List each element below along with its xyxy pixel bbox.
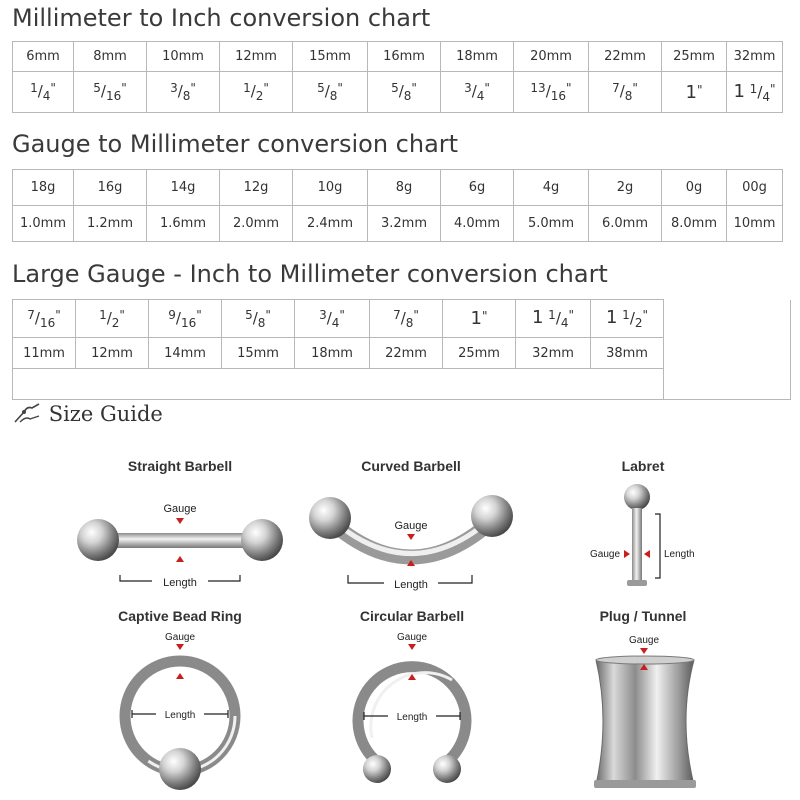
inch-cell: $^1/_2^"$ (220, 72, 293, 113)
gauge-cell: 8g (368, 170, 441, 206)
labret-length-label: Length (664, 549, 695, 560)
denominator: 16 (180, 315, 197, 330)
whole-number: 1 (605, 307, 618, 328)
circular-barbell-diagram (342, 628, 482, 793)
mm-cell: 1.2mm (74, 206, 147, 242)
mm-cell: 6mm (13, 42, 74, 72)
mm-cell: 5.0mm (514, 206, 589, 242)
numerator: 7 (393, 307, 401, 322)
empty-cell (13, 369, 664, 400)
gauge-cell: 2g (589, 170, 662, 206)
inch-cell: $^5/_{16}^"$ (74, 72, 147, 113)
gauge-cell: 00g (727, 170, 783, 206)
mm-cell: 14mm (149, 338, 222, 369)
denominator: 8 (405, 315, 414, 330)
inch-cell: $^3/_8^"$ (147, 72, 220, 113)
mm-cell: 22mm (589, 42, 662, 72)
denominator: 2 (111, 315, 120, 330)
inch-cell: $^7/_8^"$ (370, 300, 443, 338)
inch-cell: $^5/_8^"$ (368, 72, 441, 113)
numerator: 1 (749, 81, 758, 96)
gauge-cell: 16g (74, 170, 147, 206)
inch-cell: $^3/_4^"$ (295, 300, 370, 338)
whole-number: 1 (685, 81, 697, 103)
denominator: 2 (634, 316, 643, 330)
mm-cell: 8mm (74, 42, 147, 72)
gauge-cell: 18g (13, 170, 74, 206)
numerator: 5 (391, 81, 399, 95)
mm-cell: 32mm (516, 338, 591, 369)
straight-barbell-diagram (60, 495, 300, 600)
gauge-mm-table (12, 169, 783, 242)
captive-bead-ring-title: Captive Bead Ring (118, 608, 242, 624)
denominator: 4 (762, 89, 771, 104)
mm-chart-title: Millimeter to Inch conversion chart (12, 4, 431, 32)
inch-row (13, 300, 791, 338)
measuring-tool-icon (12, 402, 42, 424)
numerator: 1 (243, 81, 251, 95)
numerator: 7 (612, 81, 620, 95)
numerator: 3 (464, 81, 472, 95)
whole-number: 1 (733, 80, 745, 102)
straight-length-label: Length (163, 577, 197, 589)
inch-cell: 1 $^1/_2^"$ (591, 300, 664, 338)
mm-cell: 8.0mm (662, 206, 727, 242)
numerator: 1 (622, 308, 630, 322)
labret-diagram (582, 478, 712, 593)
empty-cell (664, 300, 791, 400)
denominator: 4 (42, 89, 51, 103)
plug-gauge-label: Gauge (628, 635, 660, 646)
inch-row (13, 72, 783, 113)
numerator: 5 (93, 81, 101, 95)
mm-cell: 4.0mm (441, 206, 514, 242)
mm-cell: 18mm (295, 338, 370, 369)
mm-cell: 10mm (727, 206, 783, 242)
mm-cell: 32mm (727, 42, 783, 72)
inch-cell: 1 $^1/_4^"$ (727, 72, 783, 113)
numerator: 9 (168, 307, 176, 322)
numerator: 1 (548, 308, 556, 322)
circular-gauge-label: Gauge (396, 632, 428, 643)
mm-cell: 12mm (220, 42, 293, 72)
inch-cell: $^7/_{16}^"$ (13, 300, 76, 338)
large-chart-title: Large Gauge - Inch to Millimeter conversion chart (12, 260, 608, 288)
circular-length-label: Length (396, 712, 428, 723)
captive-bead-ring-diagram (110, 628, 250, 793)
captive-gauge-label: Gauge (164, 632, 196, 643)
denominator: 8 (403, 89, 412, 103)
gauge-row (13, 170, 783, 206)
gauge-chart-title: Gauge to Millimeter conversion chart (12, 130, 459, 158)
mm-cell: 2.4mm (293, 206, 368, 242)
numerator: 3 (170, 81, 178, 95)
mm-cell: 1.0mm (13, 206, 74, 242)
mm-row (13, 206, 783, 242)
plug-tunnel-title: Plug / Tunnel (599, 608, 687, 624)
inch-cell: 1 $^1/_4^"$ (516, 300, 591, 338)
denominator: 4 (560, 316, 569, 330)
numerator: 7 (27, 307, 35, 322)
denominator: 8 (257, 315, 266, 330)
straight-gauge-label: Gauge (163, 503, 197, 515)
curved-gauge-label: Gauge (394, 520, 428, 532)
denominator: 4 (331, 315, 340, 330)
mm-cell: 25mm (443, 338, 516, 369)
numerator: 5 (317, 81, 325, 95)
inch-cell: $^1/_2^"$ (76, 300, 149, 338)
gauge-cell: 4g (514, 170, 589, 206)
mm-cell: 11mm (13, 338, 76, 369)
captive-length-label: Length (164, 710, 196, 721)
mm-cell: 22mm (370, 338, 443, 369)
mm-cell: 3.2mm (368, 206, 441, 242)
numerator: 1 (99, 307, 107, 322)
mm-cell: 15mm (222, 338, 295, 369)
mm-cell: 2.0mm (220, 206, 293, 242)
inch-cell: 1" (443, 300, 516, 338)
straight-barbell-title: Straight Barbell (127, 458, 233, 474)
numerator: 3 (319, 307, 327, 322)
mm-row (13, 42, 783, 72)
denominator: 2 (255, 89, 264, 103)
inch-cell: $^5/_8^"$ (293, 72, 368, 113)
denominator: 16 (105, 89, 122, 103)
curved-barbell-diagram (296, 485, 526, 595)
whole-number: 1 (531, 307, 544, 328)
gauge-cell: 6g (441, 170, 514, 206)
circular-barbell-title: Circular Barbell (359, 608, 465, 624)
mm-cell: 25mm (662, 42, 727, 72)
denominator: 16 (550, 89, 567, 103)
mm-cell: 18mm (441, 42, 514, 72)
mm-cell: 15mm (293, 42, 368, 72)
inch-cell: $^9/_{16}^"$ (149, 300, 222, 338)
gauge-cell: 12g (220, 170, 293, 206)
denominator: 8 (624, 89, 633, 103)
mm-cell: 6.0mm (589, 206, 662, 242)
mm-cell: 12mm (76, 338, 149, 369)
inch-cell: 1" (662, 72, 727, 113)
mm-cell: 1.6mm (147, 206, 220, 242)
labret-title: Labret (621, 458, 665, 474)
size-guide-label: Size Guide (48, 402, 163, 426)
plug-tunnel-diagram (582, 630, 707, 795)
inch-cell: $^7/_8^"$ (589, 72, 662, 113)
denominator: 4 (476, 89, 485, 103)
inch-cell: $^5/_8^"$ (222, 300, 295, 338)
gauge-cell: 14g (147, 170, 220, 206)
denominator: 16 (39, 315, 56, 330)
numerator: 13 (530, 81, 546, 95)
numerator: 5 (245, 307, 253, 322)
mm-cell: 38mm (591, 338, 664, 369)
mm-cell: 20mm (514, 42, 589, 72)
curved-length-label: Length (394, 579, 428, 591)
inch-cell: $^{13}/_{16}^"$ (514, 72, 589, 113)
labret-gauge-label: Gauge (590, 549, 621, 560)
mm-cell: 16mm (368, 42, 441, 72)
numerator: 1 (30, 81, 38, 95)
mm-inch-table (12, 41, 783, 113)
inch-cell: $^1/_4^"$ (13, 72, 74, 113)
denominator: 8 (329, 89, 338, 103)
inch-cell: $^3/_4^"$ (441, 72, 514, 113)
denominator: 8 (182, 89, 191, 103)
large-gauge-table (12, 299, 791, 400)
mm-cell: 10mm (147, 42, 220, 72)
size-guide-title (12, 402, 163, 426)
curved-barbell-title: Curved Barbell (361, 458, 461, 474)
whole-number: 1 (470, 308, 482, 329)
gauge-cell: 10g (293, 170, 368, 206)
gauge-cell: 0g (662, 170, 727, 206)
